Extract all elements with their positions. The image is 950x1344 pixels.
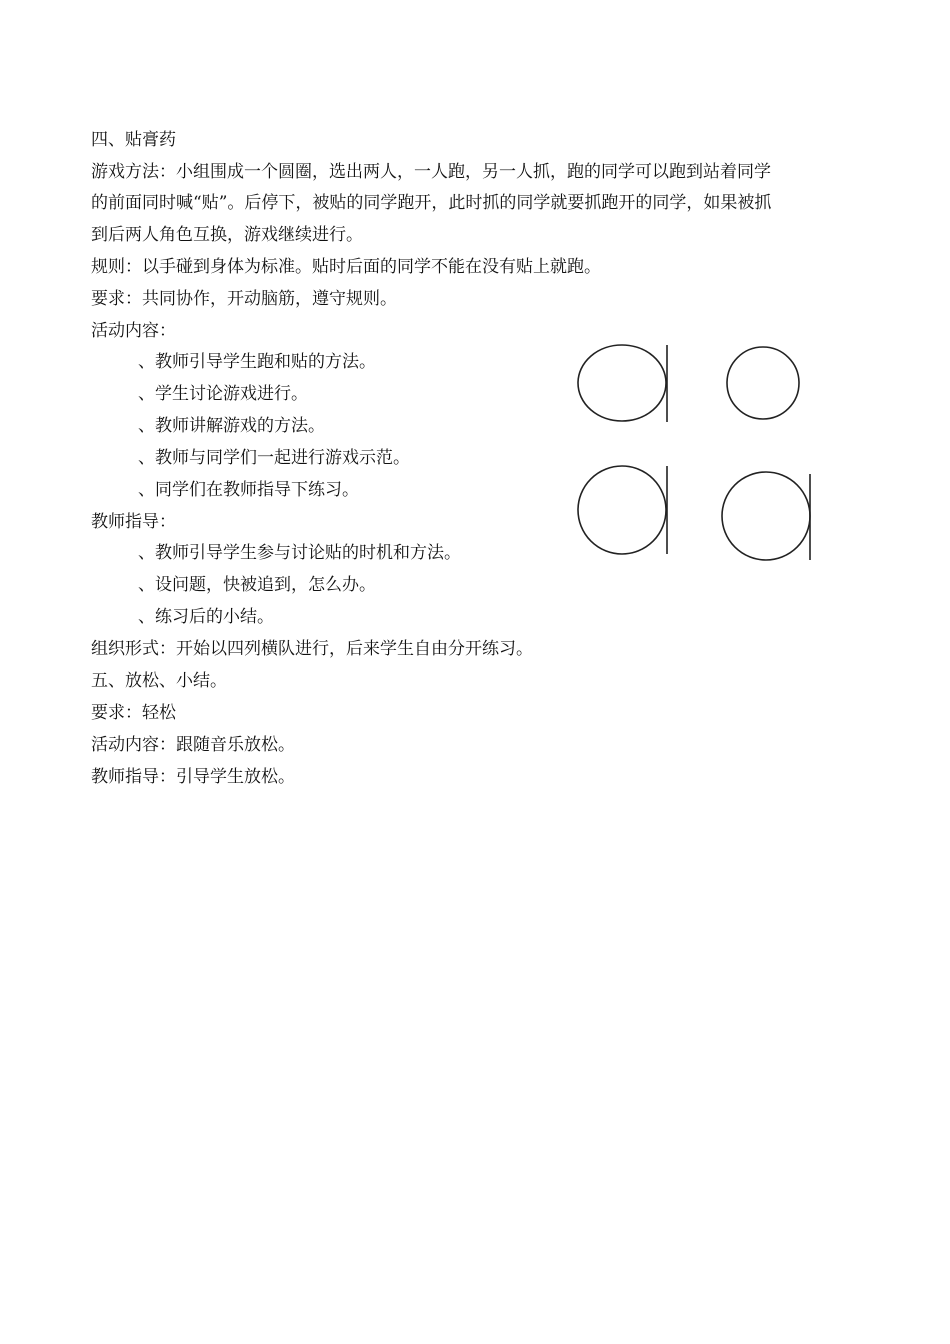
circle-formation <box>578 466 666 554</box>
activity-item: 、同学们在教师指导下练习。 <box>138 480 359 500</box>
guidance-item: 、教师引导学生参与讨论贴的时机和方法。 <box>138 543 461 563</box>
section5-guidance: 教师指导：引导学生放松。 <box>91 767 295 787</box>
game-method-line-1: 游戏方法：小组围成一个圆圈，选出两人，一人跑，另一人抓，跑的同学可以跑到站着同学 <box>91 162 771 182</box>
section5-heading: 五、放松、小结。 <box>91 671 227 691</box>
guidance-item: 、练习后的小结。 <box>138 607 274 627</box>
guidance-item: 、设问题，快被追到，怎么办。 <box>138 575 376 595</box>
circle-formation <box>727 347 799 419</box>
guidance-title: 教师指导： <box>91 512 176 532</box>
activity-item: 、教师讲解游戏的方法。 <box>138 416 325 436</box>
circle-formation <box>722 472 810 560</box>
section4-heading: 四、贴膏药 <box>91 130 176 150</box>
rules-text: 规则：以手碰到身体为标准。贴时后面的同学不能在没有贴上就跑。 <box>91 257 601 277</box>
circle-formation <box>578 345 666 421</box>
section5-activity: 活动内容：跟随音乐放松。 <box>91 735 295 755</box>
organization-text: 组织形式：开始以四列横队进行，后来学生自由分开练习。 <box>91 639 533 659</box>
formation-diagram <box>570 340 820 570</box>
activity-title: 活动内容： <box>91 321 176 341</box>
section5-requirement: 要求：轻松 <box>91 703 176 723</box>
requirement-text: 要求：共同协作，开动脑筋，遵守规则。 <box>91 289 397 309</box>
activity-item: 、教师与同学们一起进行游戏示范。 <box>138 448 410 468</box>
activity-item: 、教师引导学生跑和贴的方法。 <box>138 352 376 372</box>
game-method-line-2: 的前面同时喊“贴”。后停下，被贴的同学跑开，此时抓的同学就要抓跑开的同学，如果被抓 <box>91 193 772 213</box>
game-method-line-3: 到后两人角色互换，游戏继续进行。 <box>91 225 363 245</box>
activity-item: 、学生讨论游戏进行。 <box>138 384 308 404</box>
